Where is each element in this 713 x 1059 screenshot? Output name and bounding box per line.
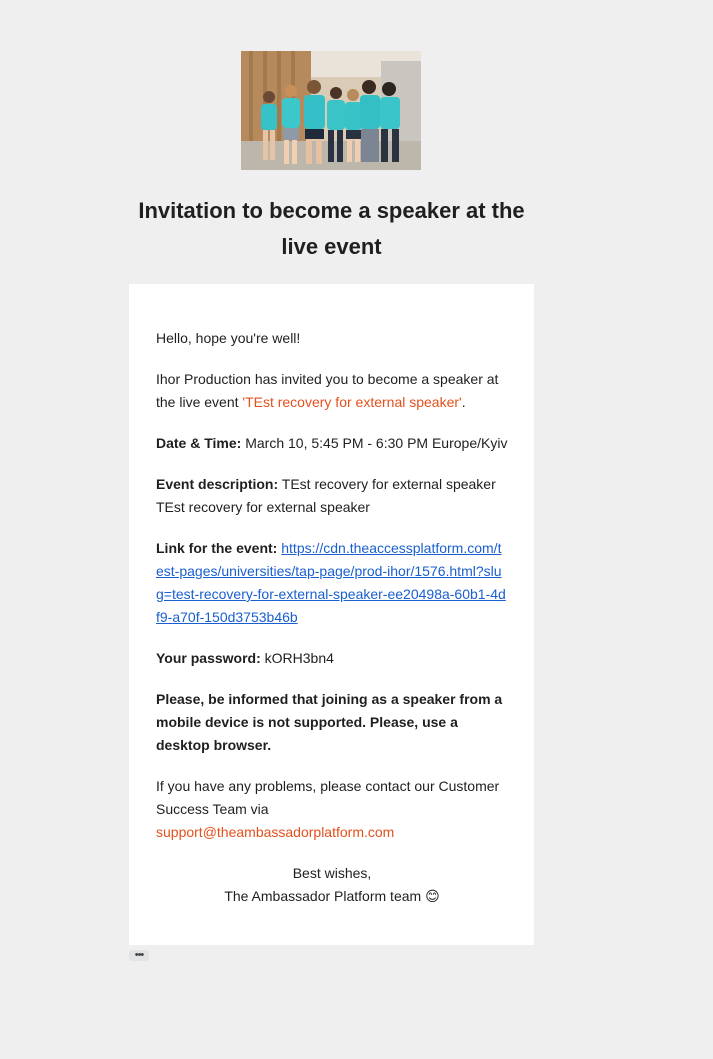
email-title: Invitation to become a speaker at the live event: [138, 198, 525, 259]
hero-photo: [241, 51, 421, 170]
event-link-row: [156, 537, 508, 629]
password-row: [156, 647, 508, 670]
support-paragraph: [156, 775, 508, 844]
datetime-row: [156, 432, 508, 455]
email-body-card: [129, 284, 534, 945]
greeting-text: Hello, hope you're well!: [156, 330, 301, 346]
description-value: TEst recovery for external speaker TEst recovery for external speaker: [156, 476, 496, 515]
invite-paragraph: [156, 368, 508, 414]
datetime-value: March 10, 5:45 PM - 6:30 PM Europe/Kyiv: [241, 435, 508, 451]
description-row: [156, 473, 508, 519]
signoff: [156, 862, 508, 908]
invite-suffix: .: [461, 394, 466, 410]
event-name: 'TEst recovery for external speaker': [242, 394, 462, 410]
event-link-label: Link for the event:: [156, 540, 278, 556]
signoff-greeting: Best wishes,: [292, 865, 372, 881]
support-text: If you have any problems, please contact our Customer Success Team via: [156, 778, 500, 817]
password-label: Your password:: [156, 650, 261, 666]
mobile-notice: Please, be informed that joining as a speaker from a mobile device is not supported. Please, use a desktop browser.: [156, 691, 503, 753]
invite-text: Ihor Production has invited you to become a speaker at the live event: [156, 371, 499, 410]
password-value: kORH3bn4: [260, 650, 334, 666]
signoff-team: The Ambassador Platform team 😊: [224, 888, 440, 904]
datetime-label: Date & Time:: [156, 435, 242, 451]
support-email-link[interactable]: support@theambassadorplatform.com: [156, 824, 395, 840]
event-link[interactable]: https://cdn.theaccessplatform.com/test-pages/universities/tap-page/prod-ihor/1576.html?slug=test-recovery-for-external-speaker-ee20498a-60b1-4df9-a70f-150d3753b46b: [156, 540, 506, 625]
description-label: Event description:: [156, 476, 279, 492]
show-trimmed-content-button[interactable]: •••: [129, 950, 149, 961]
